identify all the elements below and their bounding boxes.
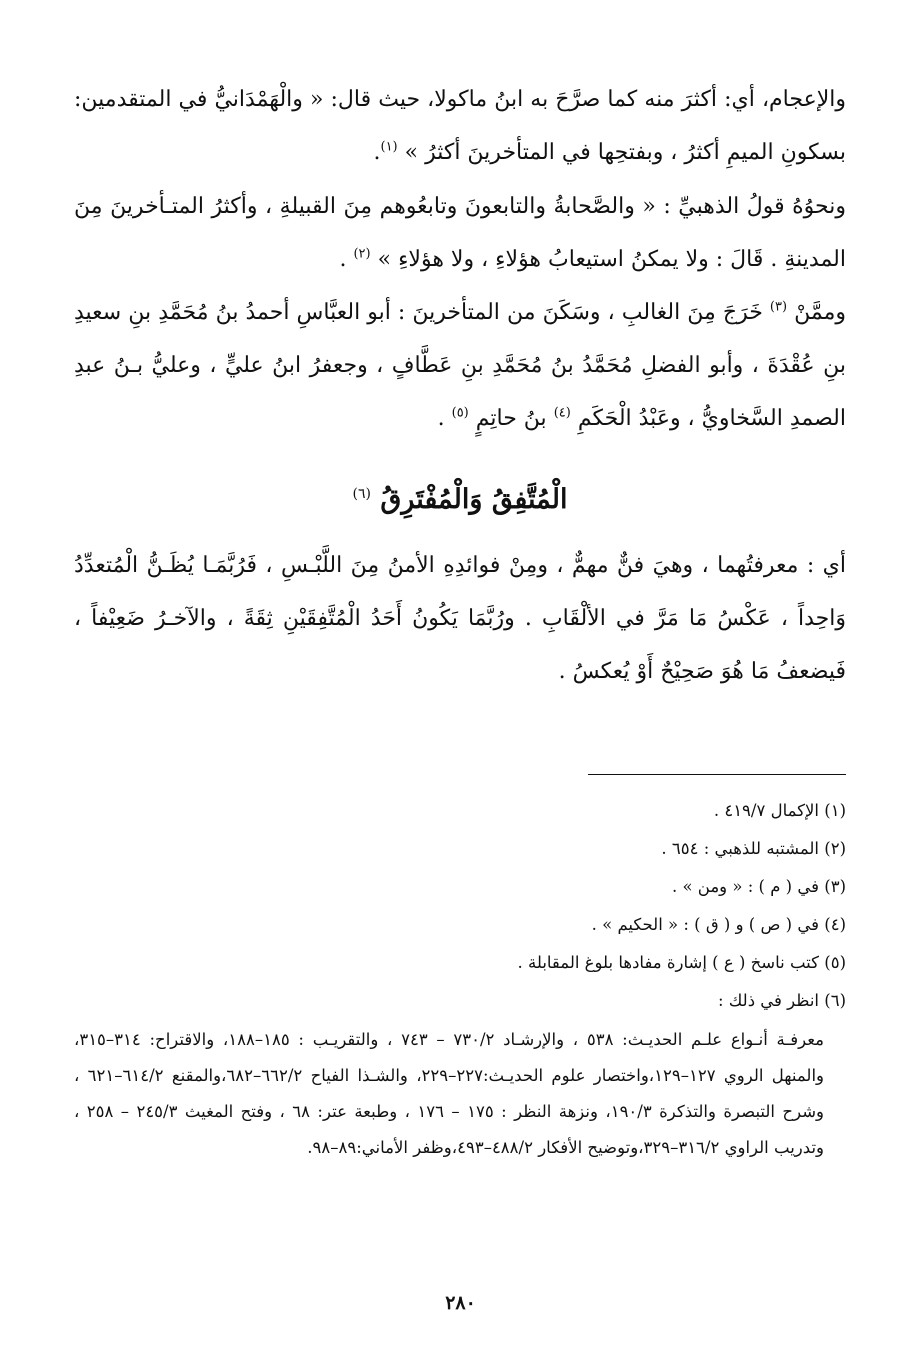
footnotes — [74, 792, 846, 1166]
paragraph-3-text-a: وممَّنْ — [794, 300, 846, 325]
page-number: ٢٨٠ — [445, 1292, 476, 1314]
paragraph-3-text-c: بنُ حاتِمٍ — [475, 406, 547, 431]
footnote-3: (٣) في ( م ) : « ومن » . — [671, 877, 846, 896]
section-heading — [74, 478, 846, 522]
paragraph-4 — [74, 539, 846, 698]
footnote-6-references: معرفـة أنـواع علـم الحديـث: ٥٣٨ ، والإرشـاد ٧٣٠/٢ – ٧٤٣ ، والتقريـب : ١٨٥–١٨٨، والاقتراح: ٣١٤–٣١٥، والمنهل الروي ١٢٧–١٢٩،واختصار علوم الحديـث:٢٢٧–٢٢٩، والشـذا الفياح ٦٦٢/٢–٦٨٢،والمقنع ٦١٤/٢–٦٢١ ، وشرح التبصرة والتذكرة ١٩٠/٣، ونزهة النظر : ١٧٥ – ١٧٦ ، وطبعة عتر: ٦٨ ، وفتح المغيث ٢٤٥/٣ – ٢٥٨ ، وتدريب الراوي ٣١٦/٢–٣٢٩،وتوضيح الأفكار ٤٨٨/٢–٤٩٣،وظفر الأماني:٨٩–٩٨. — [74, 1030, 824, 1157]
footnote-ref-3: (٣) — [769, 299, 788, 315]
footnote-2: (٢) المشتبه للذهبي : ٦٥٤ . — [661, 839, 846, 858]
footnote-ref-4: (٤) — [553, 405, 571, 421]
section-heading-text: الْمُتَّفِقُ وَالْمُفْتَرِقُ — [380, 484, 568, 515]
paragraph-1 — [74, 73, 846, 179]
footnote-ref-6: (٦) — [352, 486, 371, 502]
paragraph-2-text: ونحوُهُ قولُ الذهبيِّ : « والصَّحابةُ والتابعونَ وتابعُوهم مِنَ القبيلةِ ، وأكثرُ المتـأخرينَ مِنَ المدينةِ . قَالَ : ولا يمكنُ استيعابُ هؤلاءِ ، ولا هؤلاءِ » — [74, 194, 846, 272]
full-stop: . — [437, 406, 445, 431]
full-stop: . — [373, 140, 381, 165]
footnote-6: (٦) انظر في ذلك : — [717, 991, 846, 1010]
full-stop: . — [339, 247, 347, 272]
paragraph-3 — [74, 286, 846, 445]
footnote-4: (٤) في ( ص ) و ( ق ) : « الحكيم » . — [591, 915, 846, 934]
paragraph-3-text-b: خَرَجَ مِنَ الغالبِ ، وسَكَنَ من المتأخرينَ : أبو العبَّاسِ أحمدُ بنُ مُحَمَّدِ بنِ سعيدِ بنِ عُقْدَةَ ، وأبو الفضلِ مُحَمَّدُ بنُ مُحَمَّدِ بنِ عَطَّافٍ ، وجعفرُ ابنُ عليٍّ ، وعليُّ بـنُ عبدِ الصمدِ السَّخاويُّ ، وعَبْدُ الْحَكَمِ — [74, 300, 846, 431]
footnote-ref-2: (٢) — [353, 246, 371, 262]
footnote-5: (٥) كتب ناسخ ( ع ) إشارة مفادها بلوغ المقابلة . — [517, 953, 846, 972]
paragraph-2 — [74, 180, 846, 286]
footnote-1: (١) الإكمال ٤١٩/٧ . — [713, 801, 846, 820]
footnote-separator — [588, 774, 846, 775]
paragraph-1-text: والإعجام، أي: أكثرَ منه كما صرَّحَ به ابنُ ماكولا، حيث قال: « والْهَمْدَانيُّ في المتقدمين: بسكونِ الميمِ أكثرُ ، وبفتحِها في المتأخرينَ أكثرُ » — [74, 87, 846, 165]
footnote-ref-5: (٥) — [451, 405, 469, 421]
paragraph-4-text: أي : معرفتُهما ، وهيَ فنٌّ مهمٌّ ، ومِنْ فوائدِهِ الأمنُ مِنَ اللَّبْـسِ ، فَرُبَّمَـا يُظَـنُّ الْمُتعدِّدُ وَاحِداً ، عَكْسُ مَا مَرَّ في الألْقَابِ . ورُبَّمَا يَكُونُ أَحَدُ الْمُتَّفِقَيْنِ ثِقَةً ، والآخـرُ ضَعِيْفاً ، فَيضعفُ مَا هُوَ صَحِيْحٌ أَوْ يُعكسُ . — [74, 553, 846, 684]
footnote-ref-1: (١) — [380, 139, 398, 155]
